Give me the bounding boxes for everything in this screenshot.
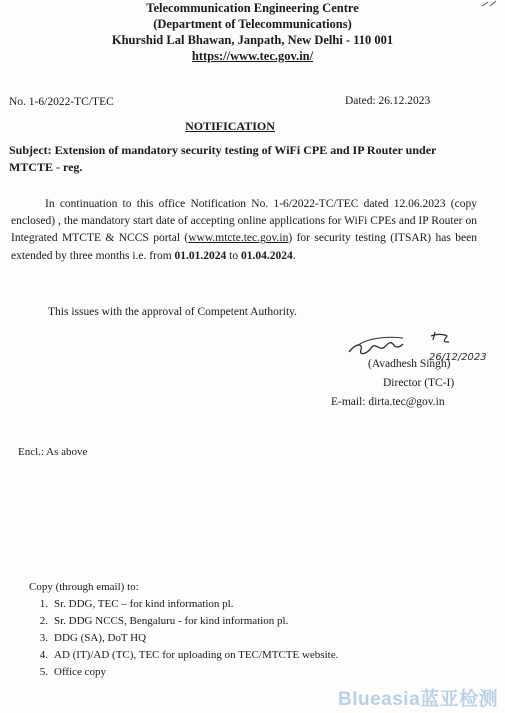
signer-name: (Avadhesh Singh) (368, 358, 451, 370)
body-text-2: ) for security testing (ITSAR) has been extended by three months i.e. from (11, 232, 477, 262)
copy-to-list (28, 596, 448, 681)
list-item: 5. Office copy (39, 666, 107, 678)
list-item: 4. AD (IT)/AD (TC), TEC for uploading on TEC/MTCTE website. (39, 649, 339, 661)
reference-number: No. 1-6/2022-TC/TEC (9, 96, 114, 108)
body-text-1: In continuation to this office Notification No. 1-6/2022-TC/TEC dated 12.06.2023 (copy enclosed) , the mandatory start date of accepting online applications for WiFi CPEs and IP Router on Integrated MTCTE & NCCS portal ( (11, 198, 477, 245)
notification-title: NOTIFICATION (185, 119, 275, 133)
portal-link[interactable]: www.mtcte.tec.gov.in (188, 232, 289, 245)
signer-email: E-mail: dirta.tec@gov.in (331, 396, 445, 408)
body-paragraph (11, 196, 477, 265)
date-from: 01.01.2024 (174, 249, 227, 262)
list-item: 2. Sr. DDG NCCS, Bengaluru - for kind information pl. (39, 615, 289, 627)
list-item: 3. DDG (SA), DoT HQ (39, 632, 147, 644)
signer-designation: Director (TC-I) (383, 377, 455, 389)
enclosure-line: Encl.: As above (18, 446, 88, 458)
list-item: 1. Sr. DDG, TEC – for kind information pl. (39, 598, 234, 610)
dated: Dated: 26.12.2023 (345, 95, 431, 107)
header-org: Telecommunication Engineering Centre (146, 1, 359, 15)
approval-line: This issues with the approval of Competent Authority. (48, 306, 298, 318)
body-end: . (292, 249, 296, 262)
handwritten-date: 26/12/2023 (429, 352, 487, 363)
header-url-link[interactable]: https://www.tec.gov.in/ (191, 49, 314, 63)
header-dept: (Department of Telecommunications) (153, 17, 352, 31)
body-to: to (226, 249, 241, 262)
header-address: Khurshid Lal Bhawan, Janpath, New Delhi - 110 001 (111, 33, 394, 47)
copy-to-title: Copy (through email) to: (29, 581, 139, 593)
subject-line: Subject: Extension of mandatory security testing of WiFi CPE and IP Router under MTCTE - reg. (9, 143, 437, 174)
date-to: 01.04.2024 (240, 249, 293, 262)
watermark: Blueasia蓝亚检测 (338, 689, 499, 710)
